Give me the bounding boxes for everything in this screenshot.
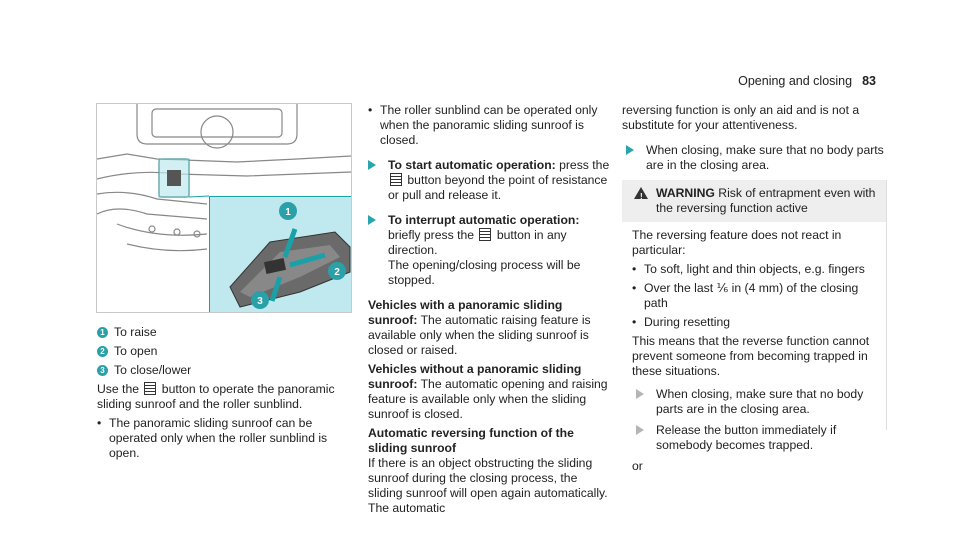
column-1 [97, 325, 355, 465]
step-arrow-icon [368, 215, 376, 225]
h3: Automatic reversing function of the sliding sunroof [368, 426, 574, 455]
warning-title: Risk of entrapment even with the reversing function active [656, 186, 876, 215]
step-text: When closing, make sure that no body parts are in the closing area. [646, 143, 884, 172]
legend-text-2: To open [114, 344, 158, 358]
legend-num-1: 1 [97, 327, 108, 338]
warning-step [632, 423, 876, 453]
intro-pre: Use the [97, 382, 140, 396]
zoomed-switch-panel [209, 196, 352, 313]
step2-title: To interrupt automatic operation: [388, 213, 580, 227]
warning-body [622, 222, 886, 474]
warning-bullet: • To soft, light and thin objects, e.g. fingers [632, 262, 876, 277]
warning-triangle-icon: ! [634, 187, 648, 199]
h2-text: The automatic opening and raising feature is available only when the sliding sunroof is closed. [368, 377, 608, 421]
continued-text: reversing function is only an aid and is not a substitute for your attentiveness. [622, 103, 860, 132]
switch-button-icon [390, 173, 402, 186]
step-start-automatic [368, 158, 614, 203]
step2-text-c: The opening/closing process will be stopped. [388, 258, 581, 287]
legend-item [97, 344, 355, 359]
warning-step [632, 387, 876, 417]
callout-2: 2 [334, 267, 340, 278]
warning-step-text: Release the button immediately if somebody becomes trapped. [656, 423, 837, 452]
warning-box [622, 180, 887, 473]
bullet-item: • The roller sunblind can be operated only when the panoramic sliding sunroof is closed. [368, 103, 614, 148]
warning-bullet: • Over the last ⅙ in (4 mm) of the closing path [632, 281, 876, 311]
step2-text-a: briefly press the [388, 228, 475, 242]
h1: Vehicles with a panoramic sliding sunroof: [368, 298, 563, 327]
warning-or: or [632, 459, 643, 473]
step1-text-b: button beyond the point of resistance or pull and release it. [388, 173, 608, 202]
warning-intro: The reversing feature does not react in particular: [632, 228, 842, 257]
vehicles-with-sunroof [368, 298, 614, 358]
legend-num-3: 3 [97, 365, 108, 376]
page-number: 83 [862, 74, 876, 88]
step1-title: To start automatic operation: [388, 158, 556, 172]
h1-text: The automatic raising feature is available only when the sliding sunroof is closed or raised. [368, 313, 591, 357]
intro-post: button to operate the panoramic sliding sunroof and the roller sunblind. [97, 382, 335, 411]
page-header [738, 74, 876, 89]
step1-text-a: press the [559, 158, 610, 172]
switch-button-icon [144, 382, 156, 395]
legend-item [97, 325, 355, 340]
warning-bullet: • During resetting [632, 315, 876, 330]
warning-text: This means that the reverse function cannot prevent someone from becoming trapped in these situations. [632, 334, 870, 378]
step-arrow-icon [626, 145, 634, 155]
legend-text-1: To raise [114, 325, 157, 339]
step-interrupt-automatic [368, 213, 614, 288]
intro-paragraph [97, 382, 355, 412]
legend-text-3: To close/lower [114, 363, 192, 377]
column-2 [368, 103, 614, 520]
section-title: Opening and closing [738, 74, 853, 88]
legend-num-2: 2 [97, 346, 108, 357]
step-arrow-icon [368, 160, 376, 170]
callout-3: 3 [257, 296, 263, 307]
legend-item [97, 363, 355, 378]
vehicles-without-sunroof [368, 362, 614, 422]
h3-text: If there is an object obstructing the sliding sunroof during the closing process, the sliding sunroof will open again automatically. The automatic [368, 456, 608, 515]
warning-label: WARNING [656, 186, 715, 200]
bullet-item: • The panoramic sliding sunroof can be operated only when the roller sunblind is open. [97, 416, 355, 461]
reversing-function-heading [368, 426, 614, 516]
switch-button-icon [479, 228, 491, 241]
switch-detail [210, 197, 352, 313]
step-arrow-icon [636, 425, 644, 435]
step2-text-b: button in any direction. [388, 228, 567, 257]
callout-1: 1 [285, 207, 291, 218]
warning-header [622, 180, 886, 222]
step-arrow-icon [636, 389, 644, 399]
sunroof-control-figure [96, 103, 352, 313]
h2: Vehicles without a panoramic sliding sunroof: [368, 362, 582, 391]
step-closing-check [622, 143, 886, 173]
warning-step-text: When closing, make sure that no body parts are in the closing area. [656, 387, 864, 416]
column-3 [622, 103, 886, 179]
